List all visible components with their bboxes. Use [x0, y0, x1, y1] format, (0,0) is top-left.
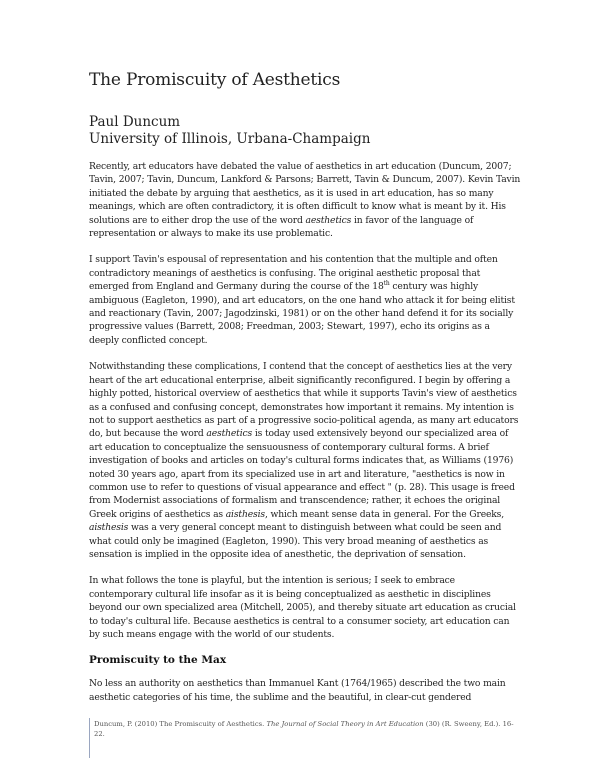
- paragraph-2: [89, 253, 521, 347]
- footer-journal-title: The Journal of Social Theory in Art Education: [266, 720, 424, 728]
- paragraph-2-superscript: th: [383, 280, 390, 288]
- footer-citation-a: Duncum, P. (2010) The Promiscuity of Aesthetics.: [94, 720, 267, 728]
- paragraph-3: [89, 360, 521, 561]
- section-heading: Promiscuity to the Max: [89, 654, 227, 667]
- author-name: Paul Duncum: [89, 114, 181, 130]
- paragraph-1-text-b: in favor of the language of representation or always to make its use problematic.: [89, 214, 474, 240]
- citation-footer: [94, 720, 519, 739]
- paragraph-1-text-a: Recently, art educators have debated the value of aesthetics in art education (Duncum, 2007; Tavin, 2007; Tavin, Duncum, Lankford & Parsons; Barrett, Tavin & Duncum, 2007). Kevin Tavin initiated the debate by arguing that aesthetics, as it is used in art education, has so many meanings, which are often contradictory, it is often difficult to know what is meant by it. His solutions are to either drop the use of the word: [89, 161, 521, 226]
- paragraph-3-text-b: is today used extensively beyond our specialized area of art education to conceptualize the sensuousness of contemporary cultural forms. A brief investigation of books and articles on today's cultural forms indicates that, as Williams (1976) noted 30 years ago, apart from its specialized use in art and literature, "aesthetics is now in common use to refer to questions of visual appearance and effect " (p. 28). This usage is freed from Modernist associations of formalism and transcendence; rather, it echoes the original Greek origins of aesthetics as: [89, 428, 515, 520]
- paragraph-3-italic-1: aesthetics: [206, 428, 253, 440]
- paragraph-1-italic: aesthetics: [305, 214, 352, 226]
- paragraph-3-text-c: , which meant sense data in general. For the Greeks,: [264, 508, 505, 520]
- paper-title: The Promiscuity of Aesthetics: [89, 70, 341, 90]
- article-body: [89, 160, 521, 717]
- paragraph-1: [89, 160, 521, 240]
- paragraph-3-italic-3: aisthesis: [89, 522, 129, 534]
- footer-citation-b: (30) (R. Sweeny, Ed.). 16-22.: [94, 720, 514, 738]
- footer-rule: [89, 718, 90, 758]
- paragraph-2-text-a: I support Tavin's espousal of representation and his contention that the multiple and often contradictory meanings of aesthetics is confusing. The original aesthetic proposal that emerged from England and Germany during the course of the 18: [89, 254, 498, 293]
- paragraph-2-text-b: century was highly ambiguous (Eagleton, 1990), and art educators, on the one hand who attack it for being elitist and reactionary (Tavin, 2007; Jagodzinski, 1981) or on the other hand defend it for its socially progressive values (Barrett, 2008; Freedman, 2003; Stewart, 1997), echo its origins as a deeply conflicted concept.: [89, 281, 515, 346]
- paragraph-3-italic-2: aisthesis: [225, 508, 265, 520]
- author-affiliation: University of Illinois, Urbana-Champaign: [89, 131, 371, 147]
- paragraph-5: No less an authority on aesthetics than Immanuel Kant (1764/1965) described the two main aesthetic categories of his time, the sublime and the beautiful, in clear-cut gendered: [89, 678, 506, 703]
- author-block: [89, 114, 370, 148]
- paragraph-3-text-d: was a very general concept meant to distinguish between what could be seen and what could only be imagined (Eagleton, 1990). This very broad meaning of aesthetics as sensation is implied in the opposite idea of anesthetic, the deprivation of sensation.: [89, 522, 502, 560]
- paragraph-4: In what follows the tone is playful, but the intention is serious; I seek to embrace contemporary cultural life insofar as it is being conceptualized as aesthetic in disciplines beyond our own specialized area (Mitchell, 2005), and thereby situate art education as crucial to today's cultural life. Because aesthetics is central to a consumer society, art education can by such means engage with the world of our students.: [89, 575, 516, 640]
- paragraph-3-text-a: Notwithstanding these complications, I contend that the concept of aesthetics lies at the very heart of the art educational enterprise, albeit significantly reconfigured. I begin by offering a highly potted, historical overview of aesthetics that while it supports Tavin's view of aesthetics as a confused and confusing concept, demonstrates how important it remains. My intention is not to support aesthetics as part of a progressive socio-political agenda, as many art educators do, but because the word: [89, 361, 519, 440]
